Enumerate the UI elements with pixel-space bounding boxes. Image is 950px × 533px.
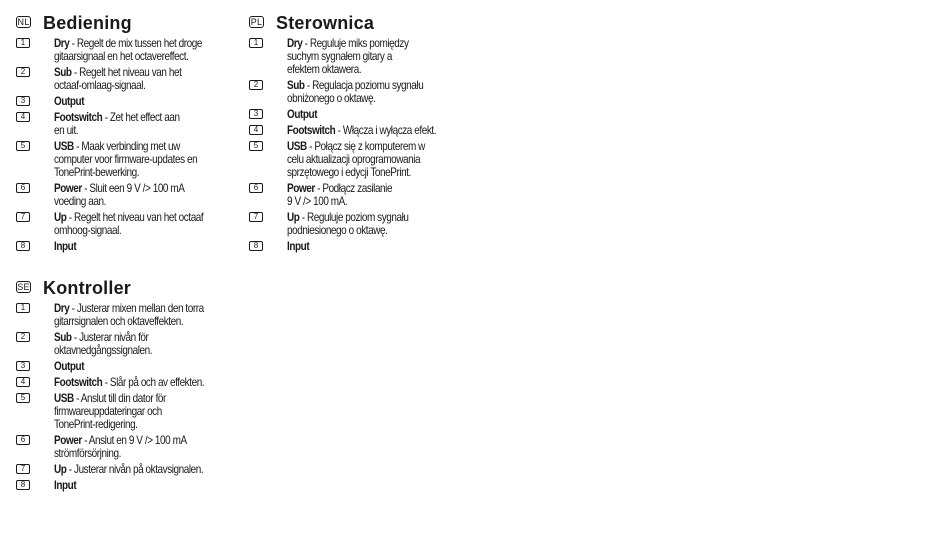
item-number-badge: 6 — [16, 435, 30, 445]
item-term: Footswitch — [287, 124, 336, 137]
item-description-line3: TonePrint-redigering. — [54, 418, 138, 431]
item-term: Dry — [54, 302, 70, 315]
item-description: - Regulacja poziomu sygnału — [304, 79, 424, 92]
item-description-line2: oktavnedgångssignalen. — [54, 344, 153, 357]
section-header — [16, 277, 236, 299]
item-number-badge: 6 — [16, 183, 30, 193]
item-description: - Regelt de mix tussen het droge — [69, 37, 203, 50]
item-number-badge: 4 — [16, 377, 30, 387]
item-number-badge: 4 — [16, 112, 30, 122]
item-description-line3: efektem oktawera. — [287, 63, 362, 76]
item-number-badge: 2 — [16, 67, 30, 77]
item-description-line3: TonePrint-bewerking. — [54, 166, 140, 179]
item-description-line2: voeding aan. — [54, 195, 106, 208]
item-number-badge: 3 — [249, 109, 263, 119]
list-item — [16, 66, 236, 92]
item-number-badge: 2 — [16, 332, 30, 342]
list-item — [16, 463, 236, 476]
item-description: - Justerar mixen mellan den torra — [69, 302, 204, 315]
item-description-line2: computer voor firmware-updates en — [54, 153, 198, 166]
item-text — [287, 211, 452, 237]
item-text — [54, 140, 211, 179]
item-text — [287, 182, 452, 208]
list-item — [16, 95, 236, 108]
list-item — [249, 211, 479, 237]
item-term: Dry — [54, 37, 70, 50]
item-description-line2: 9 V /> 100 mA. — [287, 195, 348, 208]
item-number-badge: 1 — [249, 38, 263, 48]
list-item — [16, 376, 236, 389]
item-text — [54, 479, 211, 492]
item-description-line2: en uit. — [54, 124, 79, 137]
item-number-badge: 5 — [16, 141, 30, 151]
item-text — [54, 182, 211, 208]
item-number-badge: 2 — [249, 80, 263, 90]
item-text — [287, 124, 452, 137]
item-number-badge: 5 — [249, 141, 263, 151]
item-description: - Maak verbinding met uw — [73, 140, 180, 153]
item-number-badge: 7 — [249, 212, 263, 222]
item-term: Power — [287, 182, 315, 195]
item-term: USB — [287, 140, 307, 153]
item-term: Power — [54, 434, 82, 447]
section-title: Bediening — [43, 13, 132, 33]
section-title: Kontroller — [43, 278, 132, 298]
language-code-badge: NL — [17, 17, 30, 27]
list-item — [249, 79, 479, 105]
section-pl — [249, 12, 479, 256]
item-description: - Reguluje poziom sygnału — [299, 211, 409, 224]
item-description: - Regelt het niveau van het — [71, 66, 182, 79]
item-description: - Połącz się z komputerem w — [306, 140, 425, 153]
item-term: Sub — [287, 79, 305, 92]
item-description: - Regelt het niveau van het octaaf — [66, 211, 204, 224]
item-description-line2: suchym sygnałem gitary a — [287, 50, 392, 63]
item-text — [287, 140, 452, 179]
list-item — [16, 331, 236, 357]
item-text — [54, 66, 211, 92]
list-item — [16, 240, 236, 253]
item-list — [16, 302, 236, 492]
item-term: Up — [54, 211, 67, 224]
item-description: - Justerar nivån för — [71, 331, 149, 344]
list-item — [249, 108, 479, 121]
item-text — [54, 302, 211, 328]
item-text — [287, 240, 452, 253]
item-description: - Zet het effect aan — [102, 111, 180, 124]
item-description-line2: celu aktualizacji oprogramowania — [287, 153, 421, 166]
item-text — [287, 79, 452, 105]
list-item — [249, 124, 479, 137]
list-item — [16, 302, 236, 328]
list-item — [16, 479, 236, 492]
item-term: Up — [287, 211, 300, 224]
list-item — [16, 211, 236, 237]
item-description-line3: sprzętowego i edycji TonePrint. — [287, 166, 411, 179]
list-item — [249, 37, 479, 76]
item-number-badge: 3 — [16, 96, 30, 106]
item-description-line2: strömförsörjning. — [54, 447, 121, 460]
language-code-badge: SE — [17, 282, 30, 292]
item-text — [54, 360, 211, 373]
item-number-badge: 3 — [16, 361, 30, 371]
item-term: Output — [54, 95, 85, 108]
item-term: USB — [54, 140, 74, 153]
item-text — [54, 95, 211, 108]
item-description-line2: firmwareuppdateringar och — [54, 405, 162, 418]
item-term: Footswitch — [54, 111, 103, 124]
list-item — [249, 140, 479, 179]
list-item — [16, 392, 236, 431]
item-description: - Anslut till din dator för — [73, 392, 166, 405]
item-term: Sub — [54, 331, 72, 344]
item-description-line2: gitarrsignalen och oktaveffekten. — [54, 315, 184, 328]
item-term: Dry — [287, 37, 303, 50]
item-term: Power — [54, 182, 82, 195]
section-title: Sterownica — [276, 13, 375, 33]
item-term: Input — [54, 240, 77, 253]
item-text — [54, 240, 211, 253]
item-description-line2: obniżonego o oktawę. — [287, 92, 376, 105]
list-item — [16, 360, 236, 373]
item-text — [54, 211, 211, 237]
item-description: - Sluit een 9 V /> 100 mA — [81, 182, 185, 195]
item-term: Input — [287, 240, 310, 253]
item-number-badge: 1 — [16, 303, 30, 313]
list-item — [249, 182, 479, 208]
item-number-badge: 5 — [16, 393, 30, 403]
item-description: - Włącza i wyłącza efekt. — [335, 124, 437, 137]
item-term: Input — [54, 479, 77, 492]
item-number-badge: 1 — [16, 38, 30, 48]
item-description: - Podłącz zasilanie — [314, 182, 393, 195]
item-number-badge: 7 — [16, 464, 30, 474]
list-item — [16, 37, 236, 63]
item-text — [54, 392, 211, 431]
item-description: - Justerar nivån på oktavsignalen. — [66, 463, 204, 476]
item-description-line2: podniesionego o oktawę. — [287, 224, 388, 237]
list-item — [16, 140, 236, 179]
item-text — [54, 111, 211, 137]
item-text — [287, 37, 452, 76]
item-description-line2: gitaarsignaal en het octavereffect. — [54, 50, 189, 63]
item-list — [249, 37, 479, 253]
item-term: Up — [54, 463, 67, 476]
item-description: - Slår på och av effekten. — [102, 376, 205, 389]
list-item — [249, 240, 479, 253]
item-term: Sub — [54, 66, 72, 79]
item-text — [54, 434, 211, 460]
item-number-badge: 8 — [16, 480, 30, 490]
item-text — [54, 331, 211, 357]
item-number-badge: 8 — [249, 241, 263, 251]
item-text — [54, 37, 211, 63]
item-term: Output — [287, 108, 318, 121]
list-item — [16, 182, 236, 208]
item-term: Footswitch — [54, 376, 103, 389]
item-number-badge: 8 — [16, 241, 30, 251]
item-description: - Reguluje miks pomiędzy — [302, 37, 409, 50]
section-header — [249, 12, 479, 34]
item-number-badge: 4 — [249, 125, 263, 135]
list-item — [16, 434, 236, 460]
list-item — [16, 111, 236, 137]
section-nl — [16, 12, 236, 256]
item-text — [287, 108, 452, 121]
item-description: - Anslut en 9 V /> 100 mA — [81, 434, 187, 447]
item-number-badge: 6 — [249, 183, 263, 193]
language-code-badge: PL — [250, 17, 263, 27]
item-text — [54, 376, 211, 389]
item-description-line2: omhoog-signaal. — [54, 224, 122, 237]
section-header — [16, 12, 236, 34]
section-se — [16, 277, 236, 495]
item-description-line2: octaaf-omlaag-signaal. — [54, 79, 146, 92]
item-text — [54, 463, 211, 476]
item-term: Output — [54, 360, 85, 373]
item-term: USB — [54, 392, 74, 405]
item-list — [16, 37, 236, 253]
item-number-badge: 7 — [16, 212, 30, 222]
